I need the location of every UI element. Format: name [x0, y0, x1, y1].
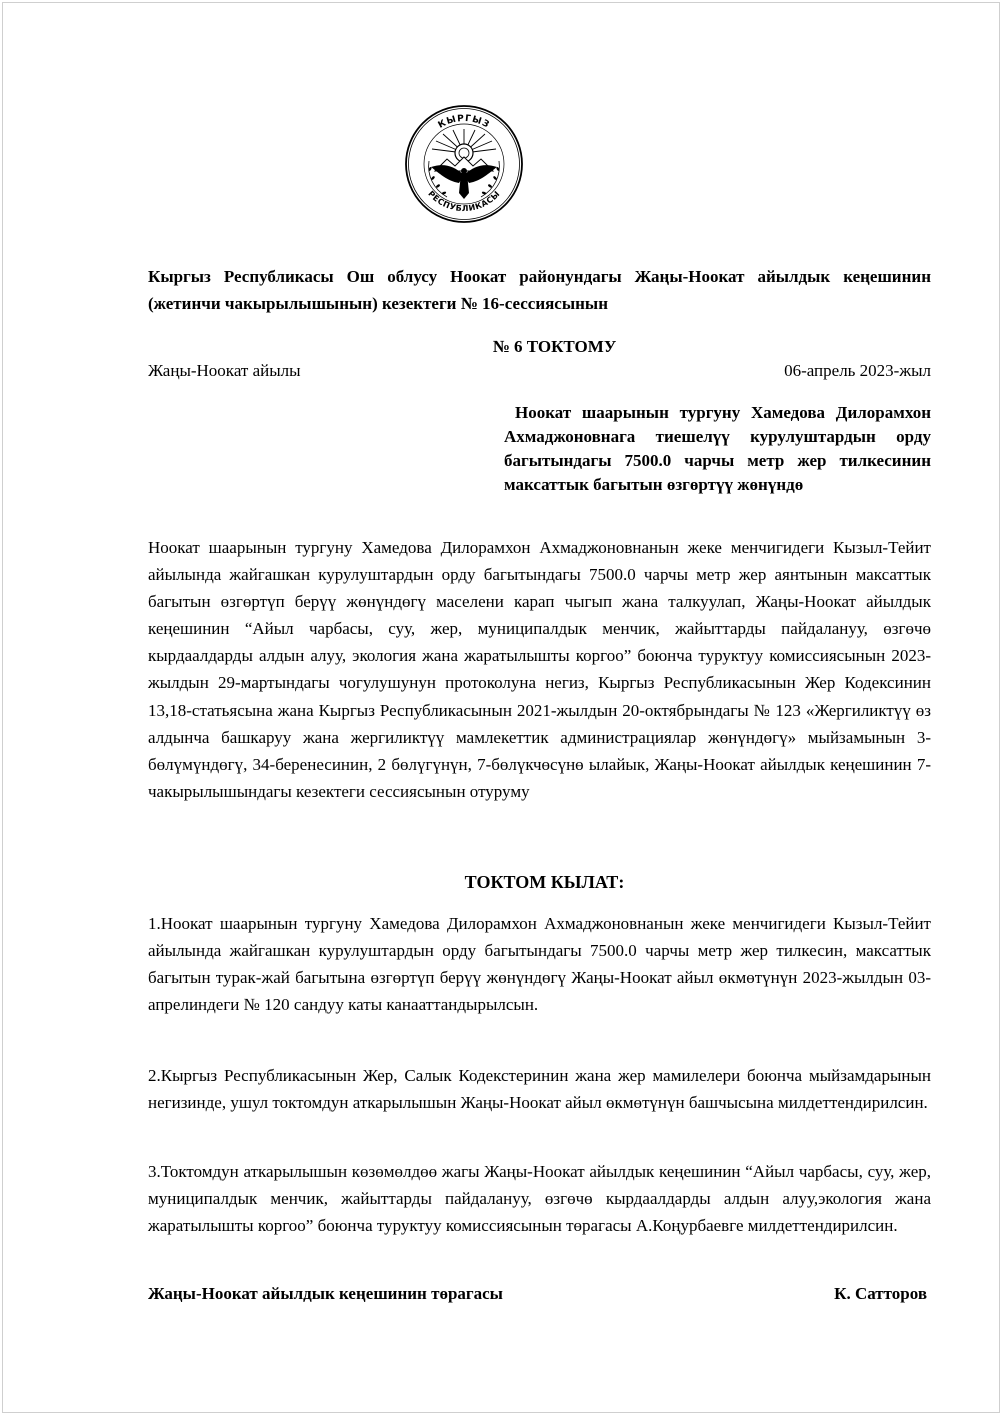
issue-date: 06-апрель 2023-жыл: [784, 361, 931, 380]
resolution-item-2: 2.Кыргыз Республикасынын Жер, Салык Кодекстеринин жана жер мамилелери боюнча мыйзамдарынын негизинде, ушул токтомдун аткарылышын Жаңы-Ноокат айыл өкмөтүнүн башчысына милдеттендирилсин.: [148, 1066, 931, 1112]
kyrgyz-state-emblem-icon: [403, 103, 525, 225]
svg-text:КЫРГЫЗ: КЫРГЫЗ: [436, 113, 492, 131]
resolution-item-3: 3.Токтомдун аткарылышын көзөмөлдөө жагы Жаңы-Ноокат айылдык кеңешинин “Айыл чарбасы, суу, жер, муниципалдык менчик, жайыттарды пайдалануу, өзгөчө кырдаалдарды алдын алуу,экология жана жаратылышты коргоо” боюнча туруктуу комиссиясынын төрагасы А.Коңурбаевге милдеттендирилсин.: [148, 1162, 931, 1235]
preamble-paragraph: Ноокат шаарынын тургуну Хамедова Дилорамхон Ахмаджоновнанын жеке менчигидеги Кызыл-Тейит айылында жайгашкан курулуштардын орду багытындагы 7500.0 чарчы метр жер аянтынын максаттык багытын өзгөртүп берүү жөнүндөгү маселени карап чыгып жана талкуулап, Жаңы-Ноокат айылдык кеңешинин “Айыл чарбасы, суу, жер, муниципалдык менчик, жайыттарды пайдалануу, өзгөчө кырдаалдарды алдын алуу, экология жана жаратылышты коргоо” боюнча туруктуу комиссиясынын 2023-жылдын 29-мартындагы чогулушунун протоколуна негиз, Кыргыз Республикасынын Жер Кодексинин 13,18-статьясына жана Кыргыз Республикасынын 2021-жылдын 20-октябрындагы № 123 «Жергиликтүү өз алдынча башкаруу жана жергиликтүү мамлекеттик администрациялар жөнүндөгү» мыйзамынын 3-бөлүмүндөгү, 34-беренесинин, 2 бөлүгүнүн, 7-бөлүкчөсүнө ылайык, Жаңы-Ноокат айылдык кеңешинин 7-чакырылышындагы кезектеги сессиясынын отуруму: [148, 538, 931, 801]
decree-subject: Ноокат шаарынын тургуну Хамедова Дилорамхон Ахмаджоновнага тиешелүү курулуштардын орду багытындагы 7500.0 чарчы метр жер тилкесинин максаттык багытын өзгөртүү жөнүндө: [504, 403, 931, 494]
signatory-name: К. Сатторов: [834, 1284, 927, 1303]
svg-text:РЕСПУБЛИКАСЫ: РЕСПУБЛИКАСЫ: [426, 189, 502, 214]
resolution-item-1: 1.Ноокат шаарынын тургуну Хамедова Дилорамхон Ахмаджоновнанын жеке менчигидеги Кызыл-Тейит айылында жайгашкан курулуштардын орду багытындагы 7500.0 чарчы метр жер тилкесин, максаттык багытын турак-жай багытына өзгөртүп берүү жөнүндөгү Жаңы-Ноокат айыл өкмөтүнүн 2023-жылдын 03-апрелиндеги № 120 сандуу каты канааттандырылсын.: [148, 914, 931, 1014]
resolution-title: ТОКТОМ КЫЛАТ:: [464, 872, 625, 892]
document-page: [2, 2, 1000, 1413]
decree-number: № 6 ТОКТОМУ: [492, 337, 617, 356]
issue-place: Жаңы-Ноокат айылы: [148, 361, 301, 380]
document-heading: Кыргыз Республикасы Ош облусу Ноокат районундагы Жаңы-Ноокат айылдык кеңешинин (жетинчи чакырылышынын) кезектеги № 16-сессиясынын: [148, 267, 931, 313]
signatory-title: Жаңы-Ноокат айылдык кеңешинин төрагасы: [148, 1284, 503, 1303]
